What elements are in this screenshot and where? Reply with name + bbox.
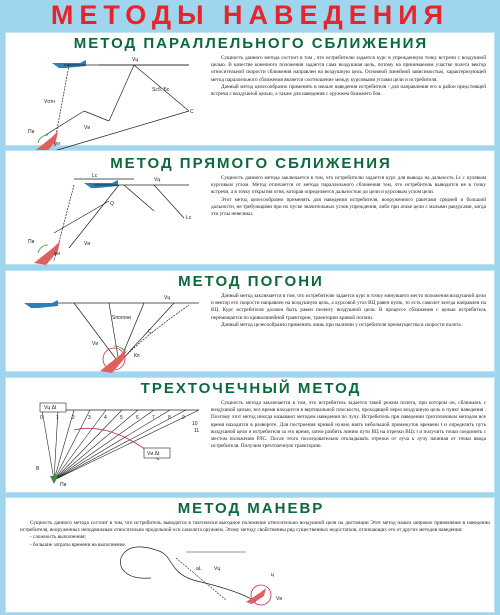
section-title: МЕТОД ПАРАЛЛЕЛЬНОГО СБЛИЖЕНИЯ — [73, 35, 429, 52]
section-title: МЕТОД МАНЕВР — [177, 500, 325, 517]
paragraph: Данный метод заключается в том, что истребителю задается курс в точку минувшего место положения воздушной цели и вектор его скорости направлен на воздушную цель, а курсовой угол ВЦ равен нулю, то есть самолет всегда направлен на ВЦ. Курс истребителя должен быть равен пеленгу воздушной цели. В процессе сближения с целью истребитель перемещается по криволинейной траектории, траектории кривой погони. — [211, 293, 486, 321]
section-text — [211, 175, 486, 218]
section-direct-approach — [5, 150, 495, 265]
label: ц — [271, 572, 274, 578]
label: Sсб. Бс — [152, 87, 170, 93]
three-point-diagram — [14, 400, 204, 492]
label: Vи — [276, 596, 283, 602]
label: aL — [196, 566, 202, 572]
label: Vи — [84, 241, 91, 247]
section-text — [211, 400, 486, 450]
label: Lс — [186, 215, 192, 221]
label: Vи Δt — [147, 451, 160, 457]
section-maneuver — [5, 497, 495, 613]
paragraph: Сущность данного метода заключается в том, что истребителю задается курс для вывода на дальность Lc с нулевым курсовым углом. Метод отличается от метода параллельного сближения тем, что истребитель выводится не в точку встречи, а в точку открытия огня, которая определяется дальностью до цели и курсовым углом цели. — [211, 175, 486, 196]
target-aircraft-icon — [84, 180, 118, 188]
section-three-point — [5, 377, 495, 493]
label: Vц — [164, 295, 171, 301]
paragraph: Этот метод целесообразно применять для наведения истребителя, вооруженного ракетами средней и большой дальности, не требующими при их пуске значительных углов упреждения, либо при атаке цели с малыми ракурсами, когда эти углы невелики. — [211, 196, 486, 218]
label: Кп — [134, 353, 140, 359]
pursuit-diagram — [14, 291, 204, 371]
label: Vц — [214, 566, 221, 572]
label: B — [36, 466, 40, 472]
label: φи — [54, 141, 61, 147]
tick-label: 3 — [88, 415, 91, 421]
label: Пи — [28, 129, 35, 135]
section-title: МЕТОД ПРЯМОГО СБЛИЖЕНИЯ — [110, 155, 392, 172]
label: Пи — [28, 239, 35, 245]
label: C — [148, 329, 152, 335]
maneuver-diagram — [96, 540, 326, 610]
tick-label: 4 — [104, 415, 107, 421]
tick-label: 1 — [56, 415, 59, 421]
tick-label: 5 — [120, 415, 123, 421]
fighter-aircraft-icon — [100, 349, 126, 373]
radar-station-icon — [50, 476, 58, 484]
tick-label: 6 — [136, 415, 139, 421]
paragraph: Сущность метода заключается в том, что истребитель задается такой режим полета, при котором он, сближаясь с воздушной целью, все время находится в вертикальной плоскости, проходящей через воздушную цель и пункт наведения . Поэтому этот метод иногда называют методом наведения по лучу. Истребитель при наведении трехточечным методом все время находится в развороте. Для построения кривой нужно взять небольшой промежуток времени t и определить путь воздушной цели и истребителя за это время, затем разбить линию пути ВЦ на отрезки ВЦх t и получить точки соединить с местом положения РЛС. После этого последовательно откладывать отрезки от луча к лучу начиная от точки ввода истребителя. Получим трехточечную траекторию. — [211, 400, 486, 450]
label: φи — [54, 251, 61, 257]
paragraph: Данный метод целесообразно применять в начале наведения истребителя - для направления его в район предстоящей встречи с воздушной целью, а также для наведения с оружием ближнего боя. — [211, 83, 486, 98]
tick-label: 8 — [168, 415, 171, 421]
label: C — [190, 109, 194, 115]
tick-label: 7 — [152, 415, 155, 421]
label: Пи — [60, 482, 67, 488]
paragraph: - сложность выполнения; — [30, 534, 86, 541]
label: Vц — [154, 177, 161, 183]
label: Vи — [84, 125, 91, 131]
label: Vц Δt — [44, 405, 57, 411]
label: Vотн — [44, 99, 56, 105]
tick-label: 2 — [72, 415, 75, 421]
direct-approach-diagram — [14, 173, 204, 265]
section-pursuit — [5, 270, 495, 372]
section-title: ТРЕХТОЧЕЧНЫЙ МЕТОД — [140, 380, 362, 397]
label: Vц — [132, 57, 139, 63]
section-title: МЕТОД ПОГОНИ — [178, 273, 324, 290]
paragraph: Сущность данного метода состоит в том, что истребитель выводится в тактически выгодное положение относительно воздушной цели на дистанции Этот метод нашел широкое применение в наведении истребителя, вооруженных неподвижным относительно продольной оси самолета оружием. Этому методу свойственны ряд существенных недостатков, отличающих его от других методов наведения: — [20, 520, 490, 534]
label: Q — [110, 201, 114, 207]
section-parallel-approach — [5, 32, 495, 146]
tick-label: 10 — [192, 421, 198, 427]
tick-label: 11 — [194, 428, 200, 434]
label: Sпогони — [112, 315, 131, 321]
page-title: МЕТОДЫ НАВЕДЕНИЯ — [50, 0, 450, 30]
paragraph: - большие затраты времени на выполнение. — [30, 541, 127, 548]
section-text — [211, 293, 486, 329]
label: Vи — [92, 341, 99, 347]
paragraph: Данный метод целесообразно применять лишь при наличии у истребителя преимущества в скорости полета. — [221, 321, 462, 328]
paragraph: Сущность данного метода состоит в том , что истребителю задается курс в упрежденную точку встречи с воздушной целью. В качестве конечного положения задается сама воздушная цель, потому на принимаемом участке полета вектор относительной скорости сближения направлен на воздушную цель. Основной линейной зависимостью, характеризующей метод параллельного сближения является соотношение между курсовыми углами цели и истребителя. — [211, 55, 486, 83]
target-aircraft-icon — [24, 300, 58, 308]
parallel-approach-diagram — [14, 51, 204, 146]
section-text — [211, 55, 486, 98]
tick-label: 0 — [40, 415, 43, 421]
tick-label: 9 — [182, 415, 185, 421]
label: Lс — [92, 173, 98, 179]
